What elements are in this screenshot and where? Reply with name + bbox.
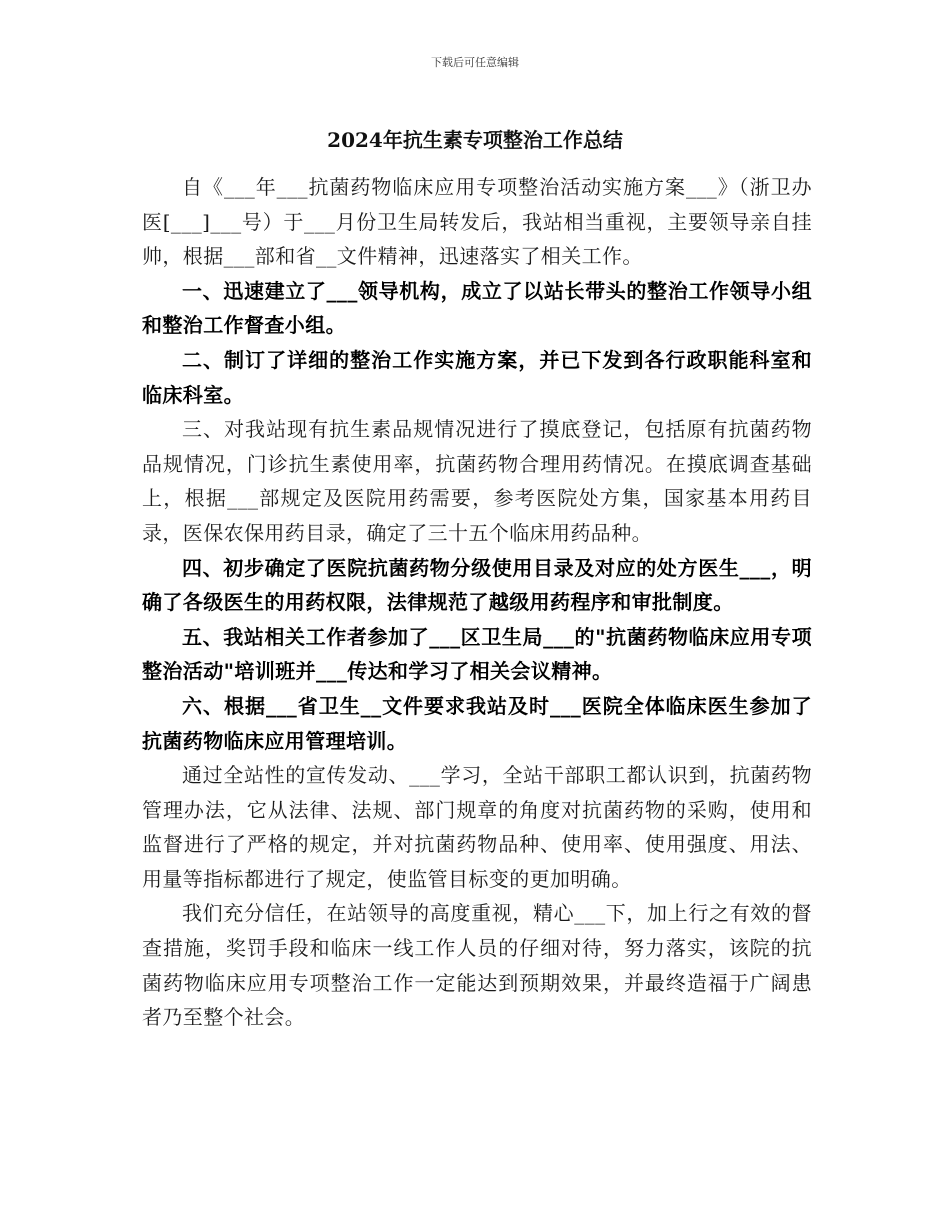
paragraph-item-4: 四、初步确定了医院抗菌药物分级使用目录及对应的处方医生___，明确了各级医生的用药权限，法律规范了越级用药程序和审批制度。	[142, 555, 812, 615]
document-body	[142, 170, 812, 1035]
header-note: 下载后可任意编辑	[431, 56, 519, 69]
document-title: 2024年抗生素专项整治工作总结	[327, 128, 623, 152]
paragraph-item-6: 六、根据___省卫生__文件要求我站及时___医院全体临床医生参加了抗菌药物临床应用管理培训。	[142, 693, 812, 753]
paragraph-item-3: 三、对我站现有抗生素品规情况进行了摸底登记，包括原有抗菌药物品规情况，门诊抗生素使用率，抗菌药物合理用药情况。在摸底调查基础上，根据___部规定及医院用药需要，参考医院处方集，国家基本用药目录，医保农保用药目录，确定了三十五个临床用药品种。	[142, 417, 812, 545]
paragraph-intro: 自《___年___抗菌药物临床应用专项整治活动实施方案___》（浙卫办医[___]___号）于___月份卫生局转发后，我站相当重视，主要领导亲自挂帅，根据___部和省__文件精神，迅速落实了相关工作。	[142, 175, 812, 269]
paragraph-conclusion: 我们充分信任，在站领导的高度重视，精心___下，加上行之有效的督查措施，奖罚手段和临床一线工作人员的仔细对待，努力落实，该院的抗菌药物临床应用专项整治工作一定能达到预期效果，并最终造福于广阔患者乃至整个社会。	[142, 901, 812, 1030]
paragraph-item-1: 一、迅速建立了___领导机构，成立了以站长带头的整治工作领导小组和整治工作督查小组。	[142, 278, 812, 338]
paragraph-summary: 通过全站性的宣传发动、___学习，全站干部职工都认识到，抗菌药物管理办法，它从法律、法规、部门规章的角度对抗菌药物的采购，使用和监督进行了严格的规定，并对抗菌药物品种、使用率、使用强度、用法、用量等指标都进行了规定，使监管目标变的更加明确。	[142, 763, 812, 891]
paragraph-item-5: 五、我站相关工作者参加了___区卫生局___的"抗菌药物临床应用专项整治活动"培训班并___传达和学习了相关会议精神。	[142, 624, 812, 684]
paragraph-item-2: 二、制订了详细的整治工作实施方案，并已下发到各行政职能科室和临床科室。	[142, 347, 812, 407]
